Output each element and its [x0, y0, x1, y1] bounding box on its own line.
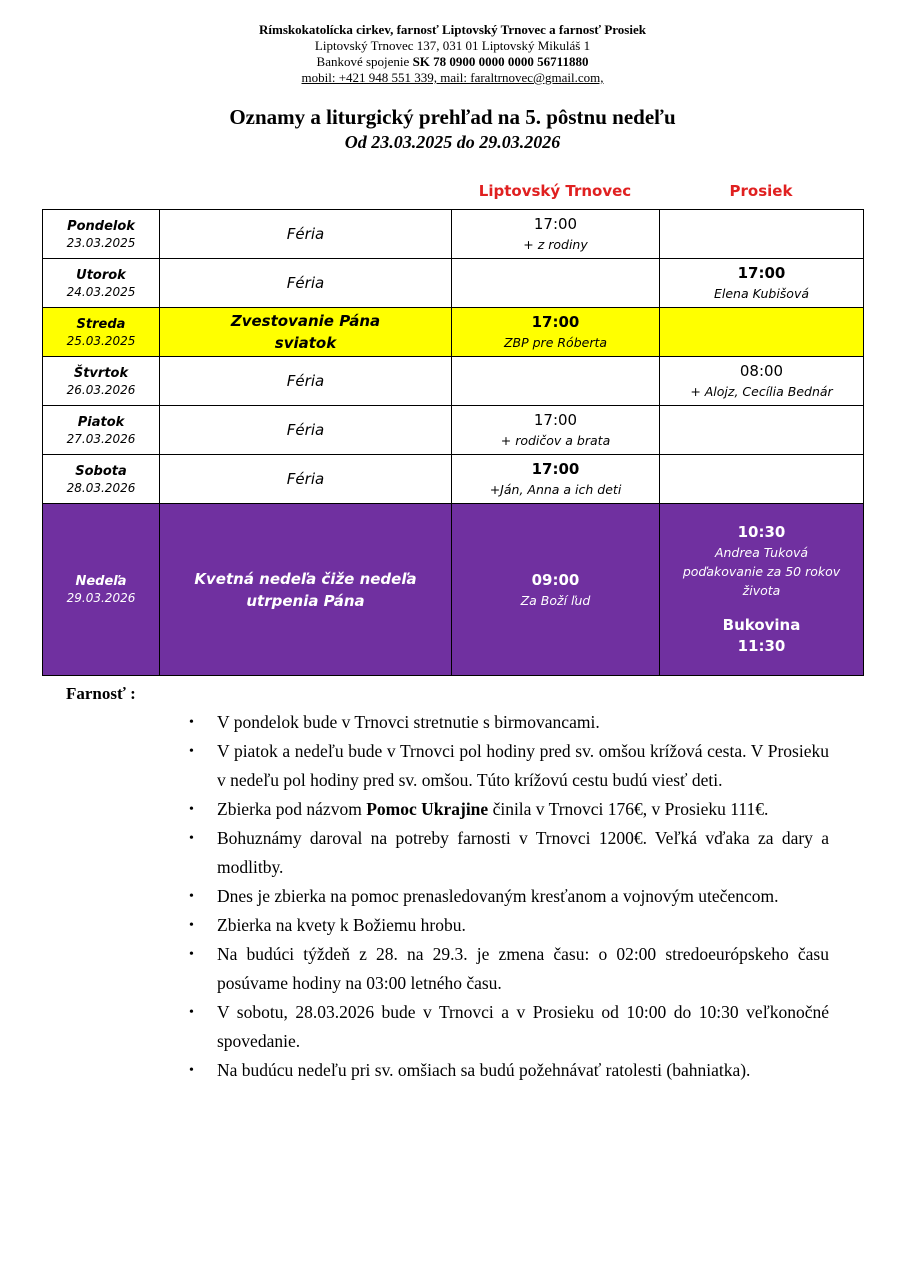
list-item: [189, 824, 829, 882]
prosiek-mass-cell: [660, 259, 864, 308]
mass-intention: Za Boží ľud: [520, 592, 591, 608]
bullet-icon: •: [189, 802, 194, 817]
day-cell: [43, 455, 160, 504]
bank-account: SK 78 0900 0000 0000 56711880: [412, 54, 589, 69]
table-row-wednesday: [43, 308, 864, 357]
day-cell: [43, 308, 160, 357]
bullet-icon: •: [189, 744, 194, 759]
list-item: [189, 1056, 829, 1085]
extra-mass-place: Bukovina: [722, 616, 801, 634]
celebration-line-2: utrpenia Pána: [246, 591, 365, 610]
day-name: Streda: [76, 316, 126, 332]
announcement-text: Dnes je zbierka na pomoc prenasledovaným kresťanom a vojnovým utečencom.: [217, 886, 779, 906]
bank-label: Bankové spojenie: [316, 54, 413, 69]
bullet-icon: •: [189, 1005, 194, 1020]
list-item: [189, 795, 829, 824]
prosiek-mass-cell: [660, 357, 864, 406]
announcement-text-after: činila v Trnovci 176€, v Prosieku 111€.: [488, 799, 769, 819]
mass-intention: + z rodiny: [523, 237, 588, 252]
announcement-text: Zbierka na kvety k Božiemu hrobu.: [217, 915, 466, 935]
prosiek-mass-cell: [660, 455, 864, 504]
celebration: Féria: [286, 470, 325, 488]
list-item: [189, 882, 829, 911]
day-date: 29.03.2026: [66, 591, 136, 605]
mass-intention: Elena Kubišová: [713, 286, 810, 301]
day-date: 23.03.2025: [66, 235, 136, 250]
bullet-icon: •: [189, 1063, 194, 1078]
address: Liptovský Trnovec 137, 031 01 Liptovský Mikuláš 1: [314, 38, 591, 53]
table-row-saturday: [43, 455, 864, 504]
table-row-monday: [43, 210, 864, 259]
announcement-text: Na budúcu nedeľu pri sv. omšiach sa budú požehnávať ratolesti (bahniatka).: [217, 1060, 751, 1080]
mass-intention-line-3: života: [742, 583, 781, 598]
bullet-icon: •: [189, 831, 194, 846]
celebration: Féria: [286, 274, 325, 292]
announcements-label: Farnosť :: [66, 684, 136, 703]
prosiek-mass-cell: [660, 504, 864, 676]
mass-intention: +Ján, Anna a ich deti: [489, 482, 622, 497]
bullet-icon: •: [189, 947, 194, 962]
day-name: Pondelok: [67, 218, 135, 234]
list-item: [189, 737, 829, 795]
mass-time: 08:00: [739, 362, 784, 380]
bullet-icon: •: [189, 715, 194, 730]
bullet-icon: •: [189, 889, 194, 904]
day-cell: [43, 210, 160, 259]
announcement-text: V sobotu, 28.03.2026 bude v Trnovci a v Prosieku od 10:00 do 10:30 veľkonočné spovedanie.: [217, 1002, 829, 1051]
day-name: Utorok: [76, 267, 126, 283]
day-name: Sobota: [75, 463, 127, 479]
prosiek-mass-cell: [660, 210, 864, 259]
announcement-text: V pondelok bude v Trnovci stretnutie s birmovancami.: [217, 712, 600, 732]
date-range: Od 23.03.2025 do 29.03.2026: [344, 132, 561, 152]
day-date: 28.03.2026: [66, 480, 136, 495]
day-date: 26.03.2026: [66, 382, 136, 397]
announcement-text: Bohuznámy daroval na potreby farnosti v Trnovci 1200€. Veľká vďaka za dary a modlitby.: [217, 828, 829, 877]
trnovec-mass-cell: [452, 308, 660, 357]
table-row-tuesday: [43, 259, 864, 308]
day-cell: [43, 259, 160, 308]
day-date: 25.03.2025: [66, 333, 136, 348]
celebration: Féria: [286, 225, 325, 243]
mass-intention: ZBP pre Róberta: [503, 335, 608, 350]
bank-details: [0, 54, 905, 70]
celebration-cell: [160, 259, 452, 308]
day-cell: [43, 357, 160, 406]
bullet-icon: •: [189, 918, 194, 933]
mass-intention-line-1: Andrea Tuková: [714, 545, 809, 560]
trnovec-mass-cell: [452, 406, 660, 455]
celebration: Féria: [286, 372, 325, 390]
list-item: [189, 940, 829, 998]
day-date: 27.03.2026: [66, 431, 136, 446]
extra-mass-time: 11:30: [737, 637, 786, 655]
celebration-line-2: sviatok: [274, 334, 337, 352]
mass-time: 17:00: [531, 313, 580, 331]
trnovec-mass-cell: [452, 259, 660, 308]
mass-time: 10:30: [737, 523, 786, 541]
prosiek-mass-cell: [660, 406, 864, 455]
announcement-text: Na budúci týždeň z 28. na 29.3. je zmena času: o 02:00 stredoeurópskeho času posúvame hodiny na 03:00 letného času.: [217, 944, 829, 993]
mass-time: 09:00: [531, 570, 580, 589]
trnovec-mass-cell: [452, 504, 660, 676]
announcement-text-bold: Pomoc Ukrajine: [366, 799, 489, 819]
announcement-text: V piatok a nedeľu bude v Trnovci pol hodiny pred sv. omšou krížová cesta. V Prosieku v nedeľu pol hodiny pred sv. omšou. Túto krížovú cestu budú viesť deti.: [217, 741, 829, 790]
liturgical-schedule-table: [42, 209, 864, 676]
celebration-cell: [160, 504, 452, 676]
table-row-friday: [43, 406, 864, 455]
list-item: [189, 911, 829, 940]
document-title: Oznamy a liturgický prehľad na 5. pôstnu nedeľu: [229, 105, 676, 129]
column-header-trnovec: Liptovský Trnovec: [478, 182, 632, 200]
table-row-sunday: [43, 504, 864, 676]
celebration-cell: [160, 406, 452, 455]
mass-time: 17:00: [533, 411, 578, 429]
announcement-text-before: Zbierka pod názvom: [217, 799, 367, 819]
table-row-thursday: [43, 357, 864, 406]
mass-time: 17:00: [533, 215, 578, 233]
celebration-cell: [160, 308, 452, 357]
announcements-list: [185, 708, 829, 1085]
trnovec-mass-cell: [452, 455, 660, 504]
celebration-cell: [160, 357, 452, 406]
celebration: Féria: [286, 421, 325, 439]
celebration-cell: [160, 210, 452, 259]
mass-intention: + rodičov a brata: [500, 433, 611, 448]
day-cell: [43, 504, 160, 676]
letterhead: [0, 22, 905, 86]
celebration-cell: [160, 455, 452, 504]
day-name: Štvrtok: [73, 365, 129, 381]
mass-intention-line-2: poďakovanie za 50 rokov: [682, 564, 841, 579]
mass-time: 17:00: [737, 264, 786, 282]
day-name: Nedeľa: [75, 574, 127, 589]
trnovec-mass-cell: [452, 210, 660, 259]
list-item: [189, 708, 829, 737]
organization-name: Rímskokatolícka cirkev, farnosť Liptovský Trnovec a farnosť Prosiek: [259, 22, 646, 37]
column-header-prosiek: Prosiek: [729, 182, 793, 200]
day-cell: [43, 406, 160, 455]
trnovec-mass-cell: [452, 357, 660, 406]
celebration-line-1: Kvetná nedeľa čiže nedeľa: [194, 569, 417, 588]
celebration-line-1: Zvestovanie Pána: [230, 312, 381, 330]
mass-intention: + Alojz, Cecília Bednár: [690, 384, 833, 399]
day-name: Piatok: [77, 414, 125, 430]
day-date: 24.03.2025: [66, 284, 136, 299]
list-item: [189, 998, 829, 1056]
contact-info: mobil: +421 948 551 339, mail: faraltrnovec@gmail.com,: [301, 70, 604, 85]
mass-time: 17:00: [531, 460, 580, 478]
prosiek-mass-cell: [660, 308, 864, 357]
